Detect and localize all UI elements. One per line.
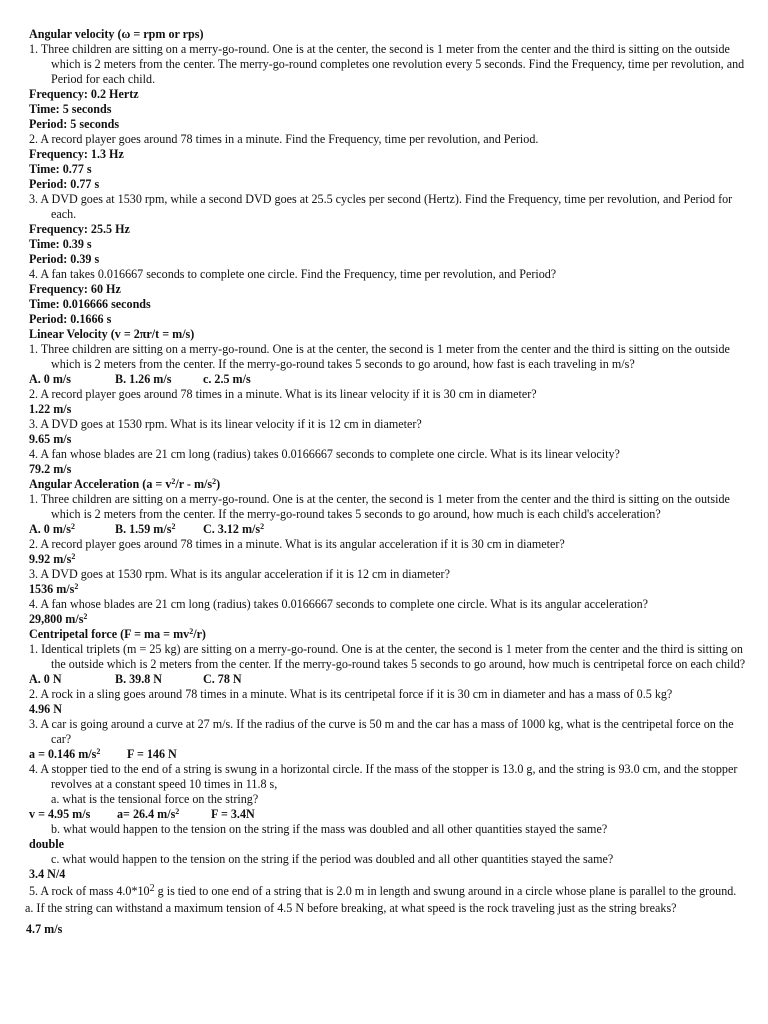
answer-line: 4.7 m/s	[26, 922, 63, 936]
answer-a: A. 0 $m/s^2$	[29, 522, 75, 536]
answer-c: c. 2.5 m/s	[203, 372, 251, 386]
worksheet	[25, 27, 749, 937]
answer-line: double	[29, 837, 64, 851]
answer-acceleration: a= 26.4 $m/s^2$	[117, 807, 180, 821]
question-4: 4. A fan whose blades are 21 cm long (radius) takes 0.0166667 seconds to complete one circle. What is its linear velocity?	[29, 447, 620, 461]
answer-line: Frequency: 0.2 Hertz	[29, 87, 139, 101]
answer-c: C. 78 N	[203, 672, 242, 686]
answer-force: F = 3.4N	[211, 807, 255, 821]
answer-a: A. 0 N	[29, 672, 62, 686]
question-5a: a. If the string can withstand a maximum tension of 4.5 N before breaking, at what speed is the rock traveling just as the string breaks?	[25, 901, 677, 915]
question-3: 3. A DVD goes at 1530 rpm. What is its angular acceleration if it is 12 cm in diameter?	[29, 567, 450, 581]
question-2: 2. A rock in a sling goes around 78 times in a minute. What is its centripetal force if it is 30 cm in diameter and has a mass of 0.5 kg?	[29, 687, 673, 701]
answer-line: 4.96 N	[29, 702, 62, 716]
answer-line: 9.65 m/s	[29, 432, 72, 446]
answer-line: Time: 0.016666 seconds	[29, 297, 151, 311]
answer-velocity: v = 4.95 m/s	[29, 807, 91, 821]
answer-acceleration: a = 0.146 $m/s^2$	[29, 747, 101, 761]
answer-line: Time: 5 seconds	[29, 102, 112, 116]
answer-line: Time: 0.39 s	[29, 237, 92, 251]
answer-c: C. 3.12 $m/s^2$	[203, 522, 265, 536]
question-2: 2. A record player goes around 78 times in a minute. What is its angular acceleration if it is 30 cm in diameter?	[29, 537, 565, 551]
question-4: 4. A stopper tied to the end of a string is swung in a horizontal circle. If the mass of the stopper is 13.0 g, and the string is 93.0 cm, and the stopper revolves at a constant speed 10 times in 11.8 s,	[29, 762, 738, 791]
question-4: 4. A fan takes 0.016667 seconds to complete one circle. Find the Frequency, time per revolution, and Period?	[29, 267, 557, 281]
question-1: 1. Three children are sitting on a merry-go-round. One is at the center, the second is 1 meter from the center and the third is sitting on the outside which is 2 meters from the center. If the merry-go-round takes 5 seconds to go around, how much is each child's acceleration?	[29, 492, 730, 521]
heading-linear-velocity: Linear Velocity (v = 2πr/t = m/s)	[29, 327, 195, 341]
heading-angular-velocity: Angular velocity (ω = rpm or rps)	[29, 27, 204, 41]
answer-force: F = 146 N	[127, 747, 177, 761]
answer-line: 1.22 m/s	[29, 402, 72, 416]
question-3: 3. A DVD goes at 1530 rpm, while a second DVD goes at 25.5 cycles per second (Hertz). Find the Frequency, time per revolution, and Period for each.	[29, 192, 733, 221]
question-5: 5. A rock of mass $4.0*10^2$ g is tied to one end of a string that is 2.0 m in length and swung around in a circle whose plane is parallel to the ground.	[29, 883, 737, 898]
answer-line: 29,800 $m/s^2$	[29, 612, 88, 626]
answer-row	[29, 372, 749, 387]
question-3: 3. A car is going around a curve at 27 m/s. If the radius of the curve is 50 m and the car has a mass of 1000 kg, what is the centripetal force on the car?	[29, 717, 734, 746]
answer-a: A. 0 m/s	[29, 372, 71, 386]
answer-line: Period: 0.39 s	[29, 252, 100, 266]
answer-line: Frequency: 25.5 Hz	[29, 222, 130, 236]
answer-b: B. 1.26 m/s	[115, 372, 172, 386]
answer-line: Frequency: 1.3 Hz	[29, 147, 124, 161]
answer-b: B. 39.8 N	[115, 672, 163, 686]
answer-row	[29, 522, 749, 537]
answer-line: Frequency: 60 Hz	[29, 282, 121, 296]
answer-row	[29, 672, 749, 687]
question-2: 2. A record player goes around 78 times in a minute. What is its linear velocity if it is 30 cm in diameter?	[29, 387, 537, 401]
question-4c: c. what would happen to the tension on the string if the period was doubled and all other quantities stayed the same?	[51, 852, 614, 866]
answer-line: Period: 5 seconds	[29, 117, 120, 131]
question-1: 1. Three children are sitting on a merry-go-round. One is at the center, the second is 1 meter from the center and the third is sitting on the outside which is 2 meters from the center. If the merry-go-round takes 5 seconds to go around, how fast is each traveling in m/s?	[29, 342, 730, 371]
answer-line: 9.92 $m/s^2$	[29, 552, 76, 566]
answer-line: Period: 0.1666 s	[29, 312, 112, 326]
heading-centripetal-force: Centripetal force (F = ma = $mv^2/r$)	[29, 627, 206, 641]
answer-line: Time: 0.77 s	[29, 162, 92, 176]
answer-row	[29, 747, 749, 762]
heading-angular-acceleration: Angular Acceleration $(a = v^2/r - m/s^2)$	[29, 477, 221, 491]
answer-line: Period: 0.77 s	[29, 177, 100, 191]
question-4a: a. what is the tensional force on the string?	[51, 792, 259, 806]
answer-line: 3.4 N/4	[29, 867, 66, 881]
question-2: 2. A record player goes around 78 times in a minute. Find the Frequency, time per revolution, and Period.	[29, 132, 539, 146]
question-4b: b. what would happen to the tension on the string if the mass was doubled and all other quantities stayed the same?	[51, 822, 608, 836]
answer-b: B. 1.59 $m/s^2$	[115, 522, 176, 536]
answer-line: 1536 $m/s^2$	[29, 582, 79, 596]
question-1: 1. Three children are sitting on a merry-go-round. One is at the center, the second is 1 meter from the center and the third is sitting on the outside which is 2 meters from the center. The merry-go-round completes one revolution every 5 seconds. Find the Frequency, time per revolution, and Period for each child.	[29, 42, 745, 86]
answer-row	[29, 807, 749, 822]
question-3: 3. A DVD goes at 1530 rpm. What is its linear velocity if it is 12 cm in diameter?	[29, 417, 422, 431]
answer-line: 79.2 m/s	[29, 462, 72, 476]
question-1: 1. Identical triplets (m = 25 kg) are sitting on a merry-go-round. One is at the center, the second is 1 meter from the center and the third is sitting on the outside which is 2 meters from the center. If the merry-go-round takes 5 seconds to go around, how much is centripetal force on each child?	[29, 642, 746, 671]
question-4: 4. A fan whose blades are 21 cm long (radius) takes 0.0166667 seconds to complete one circle. What is its angular acceleration?	[29, 597, 649, 611]
